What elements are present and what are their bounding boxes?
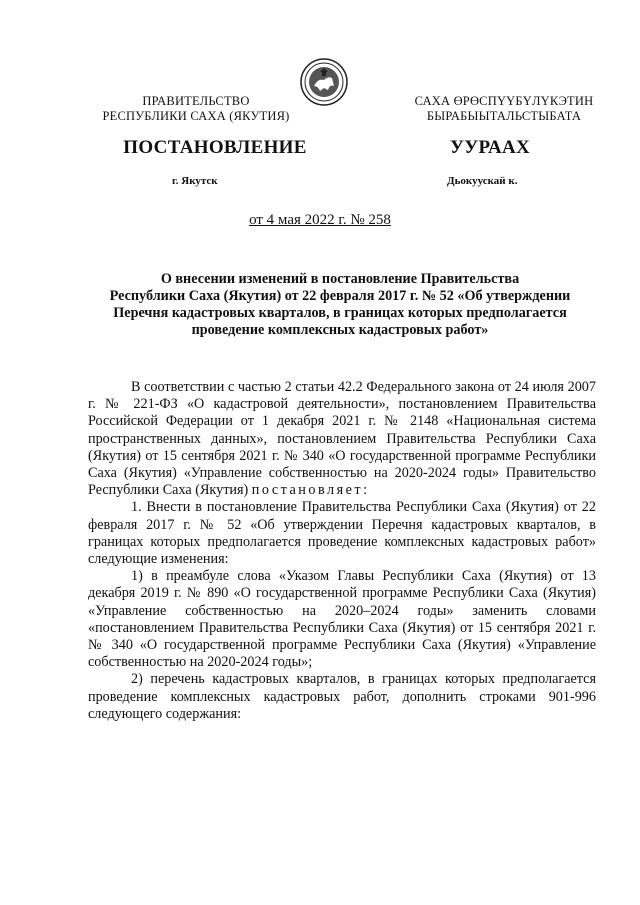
coat-of-arms-icon: [300, 58, 348, 106]
title-line: Перечня кадастровых кварталов, в границах которых предполагается: [113, 305, 567, 321]
decree-title-sakha: УУРААХ: [449, 137, 531, 158]
title-line: О внесении изменений в постановление Правительства: [160, 271, 520, 287]
preamble-text: В соответствии с частью 2 статьи 42.2 Федерального закона от 24 июля 2007 г. № 221-ФЗ «О кадастровой деятельности», постановлением Правительства Российской Федерации от 1 декабря 2021 г. № 2148 «Национальная система пространственных данных», постановлением Правительства Республики Саха (Якутия) от 15 сентября 2021 г. № 340 «О государственной программе Республики Саха (Якутия) «Управление собственностью на 2020-2024 годы» Правительство Республики Саха (Якутия): [88, 379, 596, 499]
title-line: Республики Саха (Якутия) от 22 февраля 2017 г. № 52 «Об утверждении: [109, 288, 571, 304]
header-left-line2: РЕСПУБЛИКИ САХА (ЯКУТИЯ): [102, 109, 290, 123]
header-left-line1: ПРАВИТЕЛЬСТВО: [142, 94, 250, 108]
header-right-line2: БЫРАБЫЫТАЛЬСТЫБАТА: [426, 109, 582, 123]
paragraph-item-1: 1. Внести в постановление Правительства Республики Саха (Якутия) от 22 февраля 2017 г. № 52 «Об утверждении Перечня кадастровых кварталов, в границах которых предполагается проведение комплексных кадастровых работ» следующие изменения:: [88, 499, 596, 568]
paragraph-subitem-2: 2) перечень кадастровых кварталов, в границах которых предполагается проведение комплексных кадастровых работ, дополнить строками 901-996 следующего содержания:: [88, 671, 596, 722]
header-right-line1: САХА ӨРӨСПҮҮБҮЛҮКЭТИН: [414, 94, 594, 108]
header-left-block: [76, 94, 316, 124]
title-line: проведение комплексных кадастровых работ»: [191, 322, 489, 338]
paragraph-preamble: [88, 379, 596, 499]
city-ru: г. Якутск: [172, 175, 218, 187]
decree-title-ru: ПОСТАНОВЛЕНИЕ: [123, 137, 307, 158]
document-body: [88, 379, 596, 723]
city-sakha: Дьокуускай к.: [447, 175, 518, 187]
paragraph-subitem-1: 1) в преамбуле слова «Указом Главы Республики Саха (Якутия) от 13 декабря 2019 г. № 890 «О государственной программе Республики Саха (Якутия) «Управление собственностью на 2020–2024 годы» заменить словами «постановлением Правительства Республики Саха (Якутия) от 15 сентября 2021 г. № 340 «О государственной программе Республики Саха (Якутия) «Управление собственностью на 2020-2024 годы»;: [88, 568, 596, 671]
header-right-block: [384, 94, 624, 124]
decree-date-number: от 4 мая 2022 г. № 258: [249, 212, 391, 228]
document-title: [80, 271, 600, 339]
resolves-word: постановляет:: [251, 482, 370, 499]
